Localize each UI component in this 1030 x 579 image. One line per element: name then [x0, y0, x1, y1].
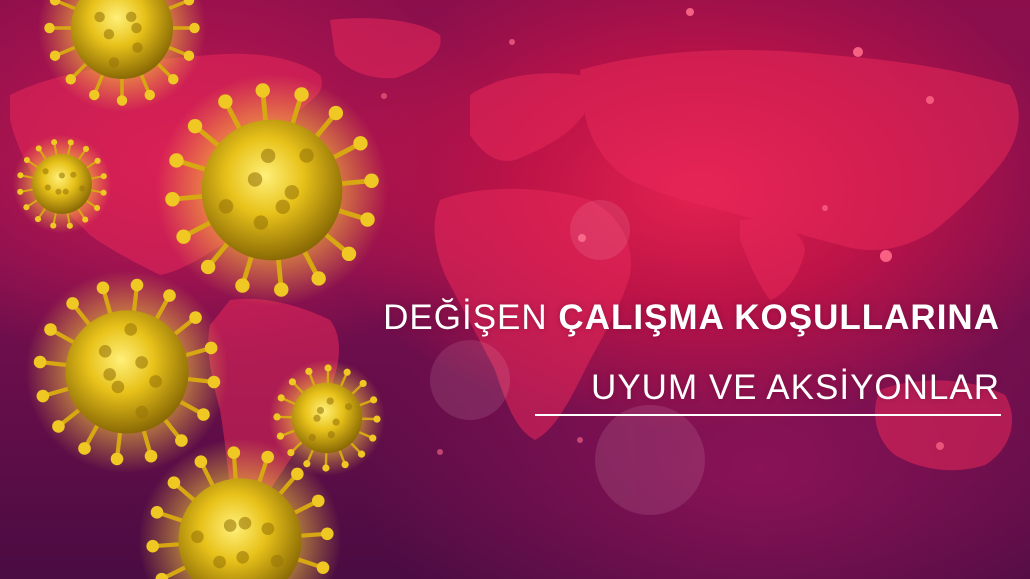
virus-particle — [26, 271, 229, 474]
headline-part1: DEĞİŞEN — [383, 298, 548, 337]
virus-particle — [38, 0, 206, 112]
virus-particle — [13, 135, 112, 234]
virus-particle — [156, 74, 388, 306]
subheadline: UYUM VE AKSİYONLAR — [591, 368, 1000, 407]
subheadline-underline — [535, 414, 1001, 416]
headline-part2: ÇALIŞMA KOŞULLARINA — [558, 298, 1000, 337]
headline — [280, 298, 1000, 338]
